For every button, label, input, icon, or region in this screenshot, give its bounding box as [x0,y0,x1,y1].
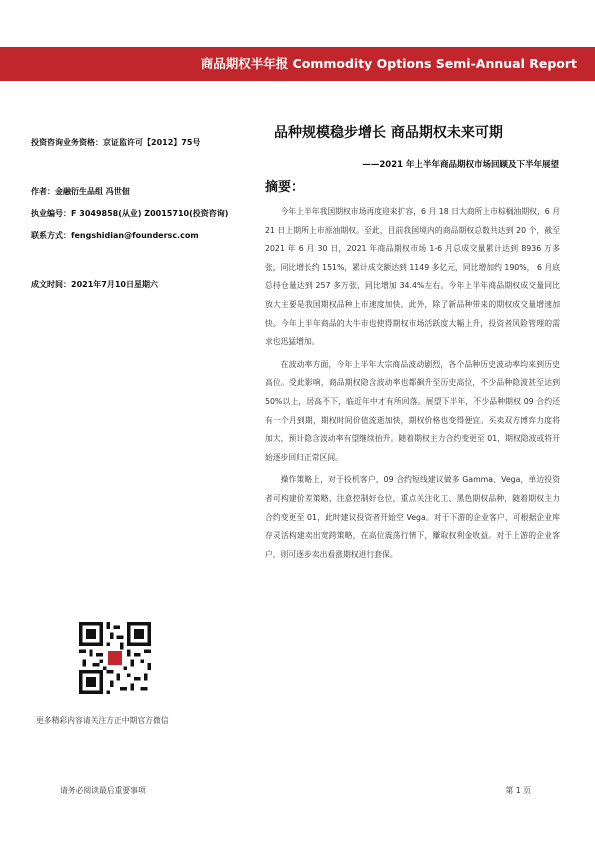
paragraph-strategy: 操作策略上，对于投机客户，09 合约短线建议做多 Gamma、Vega，单边投资者可构建价差策略，注意控制好仓位，重点关注化工、黑色期权品种，随着期权主力合约变更至 01，此时建议投资者开始空 Vega。对于下游的企业客户，可根据企业库存灵活构建卖出宽跨策略，在高位震荡行情下，赚取权利金收益。对于上游的企业客户，则可逐步卖出看涨期权进行套保。 [265,475,560,559]
report-banner [0,47,595,81]
report-date: 成文时间：2021年7月10日星期六 [31,280,158,289]
qr-caption: 更多精彩内容请关注方正中期官方微信 [36,716,169,725]
report-title: 品种规模稳步增长 商品期权未来可期 [274,125,503,141]
abstract-body [265,203,560,568]
contact-email: 联系方式：fengshidian@foundersc.com [31,231,199,240]
certificate-number: 执业编号：F 3049858(从业) Z0015710(投资咨询) [31,209,229,218]
license-info: 投资咨询业务资格：京证监许可【2012】75号 [31,138,201,147]
paragraph-volatility: 在波动率方面，今年上半年大宗商品波动剧烈，各个品种历史波动率均来到历史高位。受此影响，商品期权隐含波动率也都飙升至历史高位，不少品种隐波甚至达到 50%以上，居高不下，临近年中才有所回落。展望下半年，不少品种期权 09 合约还有一个月到期，期权时间价值流逝加快，期权价格也变得便宜。买卖双方博弈力度将加大，预计隐含波动率有望继续抬升。随着期权主力合约变更至 01，期权隐波或将开始逐步回归正常区间。 [265,359,560,462]
author-info: 作者：金融衍生品组 冯世佃 [31,187,130,196]
banner-title: 商品期权半年报 Commodity Options Semi-Annual Report [200,56,577,71]
paragraph-market-overview: 今年上半年我国期权市场再度迎来扩容，6 月 18 日大商所上市棕榈油期权，6 月 21 日上期所上市原油期权。至此，目前我国境内的商品期权总数共达到 20 个，截至 2021 年 6 月 30 日，2021 年商品期权市场 1-6 月总成交量累计达到 8936 万多张，同比增长约 151%，累计成交额达到 1149 多亿元，同比增加约 190%， 6 月底总持仓量达到 257 多万张，同比增加 34.4%左右。今年上半年商品期权成交量同比放大主要是我国期权品种上市速度加快。此外，除了新品种带来的期权成交量增速加快。今年上半年商品的大牛市也使得期权市场活跃度大幅上升，投资者风险管理的需求也迅猛增加。 [265,207,560,347]
page-number: 第 1 页 [505,786,531,795]
wechat-qr-code [79,622,151,694]
qr-logo-mark [108,651,122,665]
report-subtitle: ——2021 年上半年商品期权市场回顾及下半年展望 [362,160,559,170]
abstract-heading: 摘要： [265,180,305,195]
footer-disclaimer: 请务必阅读最后重要事项 [60,786,146,795]
